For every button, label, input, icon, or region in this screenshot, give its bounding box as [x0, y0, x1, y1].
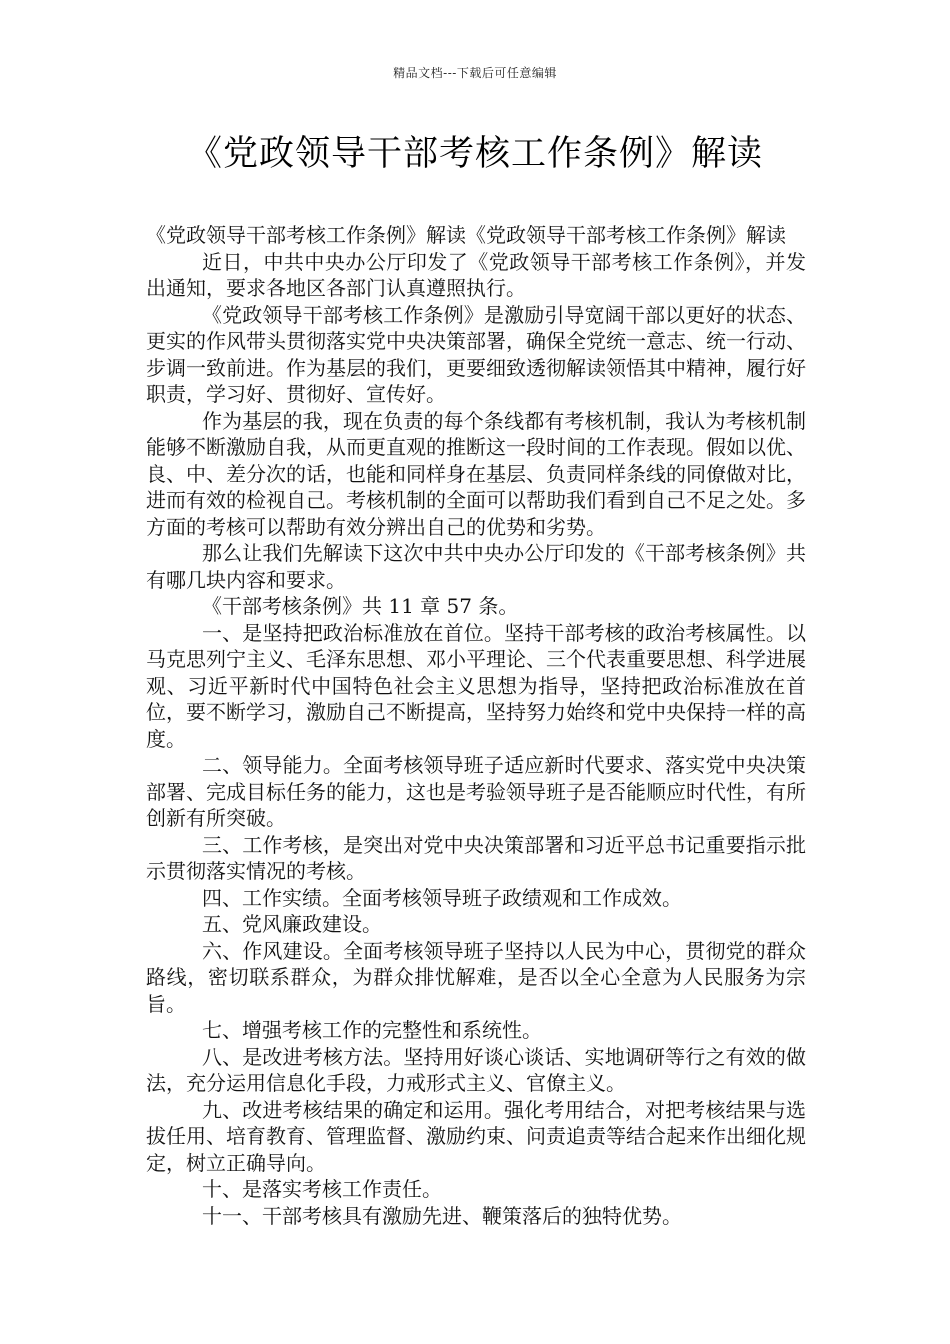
- paragraph: 八、是改进考核方法。坚持用好谈心谈话、实地调研等行之有效的做法，充分运用信息化手段，力戒形式主义、官僚主义。: [146, 1044, 806, 1095]
- page-header-note: 精品文档---下载后可任意编辑: [393, 66, 557, 80]
- paragraph: 七、增强考核工作的完整性和系统性。: [202, 1018, 542, 1042]
- paragraph: 九、改进考核结果的确定和运用。强化考用结合，对把考核结果与选拔任用、培育教育、管理监督、激励约束、问责追责等结合起来作出细化规定，树立正确导向。: [146, 1097, 806, 1175]
- paragraph: 五、党风廉政建设。: [202, 912, 382, 936]
- paragraph: 近日，中共中央办公厅印发了《党政领导干部考核工作条例》，并发出通知，要求各地区各部门认真遵照执行。: [146, 249, 806, 300]
- document-body: [146, 222, 806, 1229]
- paragraph: 四、工作实绩。全面考核领导班子政绩观和工作成效。: [202, 885, 682, 910]
- paragraph: 作为基层的我，现在负责的每个条线都有考核机制，我认为考核机制能够不断激励自我，从而更直观的推断这一段时间的工作表现。假如以优、良、中、差分次的话，也能和同样身在基层、负责同样条线的同僚做对比，进而有效的检视自己。考核机制的全面可以帮助我们看到自己不足之处。多方面的考核可以帮助有效分辨出自己的优势和劣势。: [146, 408, 806, 539]
- paragraph: 那么让我们先解读下这次中共中央办公厅印发的《干部考核条例》共有哪几块内容和要求。: [146, 541, 806, 592]
- paragraph: 十一、干部考核具有激励先进、鞭策落后的独特优势。: [202, 1203, 682, 1228]
- paragraph: 《党政领导干部考核工作条例》解读《党政领导干部考核工作条例》解读: [146, 223, 786, 247]
- paragraph: 三、工作考核，是突出对党中央决策部署和习近平总书记重要指示批示贯彻落实情况的考核。: [146, 832, 806, 883]
- paragraph: 二、领导能力。全面考核领导班子适应新时代要求、落实党中央决策部署、完成目标任务的能力，这也是考验领导班子是否能顺应时代性，有所创新有所突破。: [146, 753, 806, 830]
- paragraph: 十、是落实考核工作责任。: [202, 1177, 442, 1201]
- paragraph: 一、是坚持把政治标准放在首位。坚持干部考核的政治考核属性。以马克思列宁主义、毛泽东思想、邓小平理论、三个代表重要思想、科学进展观、习近平新时代中国特色社会主义思想为指导，坚持把政治标准放在首位，要不断学习，激励自己不断提高，坚持努力始终和党中央保持一样的高度。: [146, 620, 806, 751]
- paragraph: 《干部考核条例》共 11 章 57 条。: [202, 594, 519, 618]
- document-title: 《党政领导干部考核工作条例》解读: [186, 134, 763, 174]
- paragraph: 《党政领导干部考核工作条例》是激励引导宽阔干部以更好的状态、更实的作风带头贯彻落实党中央决策部署，确保全党统一意志、统一行动、步调一致前进。作为基层的我们，更要细致透彻解读领悟其中精神，履行好职责，学习好、贯彻好、宣传好。: [146, 302, 806, 406]
- paragraph: 六、作风建设。全面考核领导班子坚持以人民为中心，贯彻党的群众路线，密切联系群众，为群众排忧解难，是否以全心全意为人民服务为宗旨。: [146, 938, 806, 1016]
